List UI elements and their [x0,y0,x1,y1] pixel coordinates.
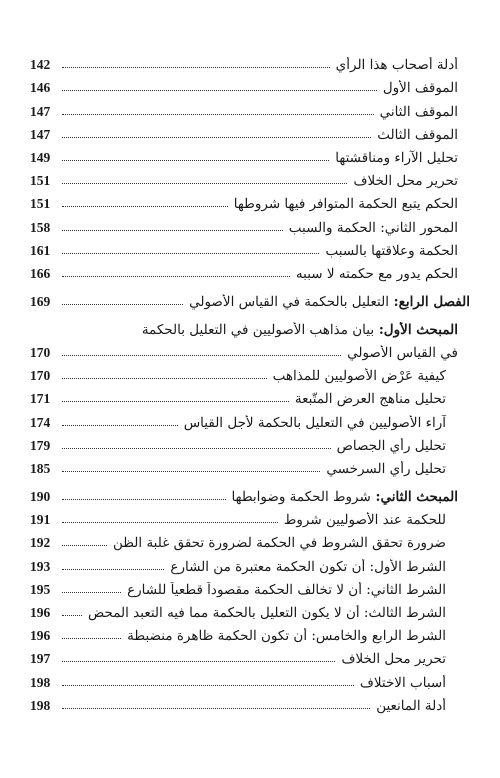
dot-leader [62,471,320,472]
toc-entry-text: تحليل رأي الجصاص [336,437,446,454]
dot-leader [62,448,331,449]
dot-leader [62,253,319,254]
toc-entry [30,407,470,430]
toc-entry [30,505,470,528]
dot-leader [62,425,178,426]
dot-leader [62,160,329,161]
dot-leader [62,708,370,709]
toc-entry-title [138,322,470,338]
toc-entry [30,259,470,282]
dot-leader [62,685,354,686]
toc-entry-text: الشرط الرابع والخامس: أن تكون الحكمة ظاهرة منضبطة [127,628,446,645]
toc-entry-title [166,559,470,575]
toc-entry-title [285,220,470,236]
dot-leader [62,355,341,356]
toc-entry [30,282,470,310]
dot-leader [62,615,82,616]
toc-entry-text: الشرط الأول: أن تكون الحكمة معتبرة من الشارع [170,558,446,575]
dot-leader [62,499,226,500]
toc-entry [30,667,470,690]
toc-entry-text: تحرير محل الخلاف [341,651,446,668]
toc-entry [30,477,470,505]
toc-entry-text: كيفية عَرْض الأصوليين للمذاهب [272,368,446,385]
toc-entry-title [372,698,470,714]
toc-page-number: 170 [30,345,51,361]
toc-entry [30,73,470,96]
toc-page-number: 169 [30,293,51,309]
dot-leader [62,661,335,662]
toc-entry-title [379,80,470,96]
toc-page-number: 174 [30,414,51,430]
toc-entry [30,691,470,714]
toc-entry-text: تحليل رأي السرخسي [326,461,446,477]
toc-entry-title [109,535,470,551]
toc-page-number: 166 [30,265,51,281]
toc-entry [30,598,470,621]
toc-page-number: 142 [30,57,51,73]
toc-entry-text: أدلة أصحاب هذا الرأي [335,57,458,74]
toc-entry-title [123,628,470,644]
toc-entry-text: الموقف الثاني [379,103,458,120]
dot-leader [62,638,121,639]
toc-page-number: 197 [30,651,51,667]
toc-entry-title [228,489,470,505]
toc-entry-text: الشرط الثاني: أن لا تخالف الحكمة مقصوداً قطعياً للشارع [127,581,446,598]
toc-entry [30,528,470,551]
dot-leader [62,206,228,207]
toc-entry-heading-label: المبحث الثاني: [370,489,458,505]
toc-page-number: 198 [30,674,51,690]
toc-page-number: 149 [30,149,51,165]
toc-entry-text: التعليل بالحكمة في القياس الأصولي [189,293,389,310]
toc-entry-text: في القياس الأصولي [347,345,458,362]
toc-page-number: 151 [30,196,51,212]
toc-entry-text: تحرير محل الخلاف [353,173,458,190]
toc-entry [30,621,470,644]
dot-leader [62,378,267,379]
toc-entry-text: المحور الثاني: الحكمة والسبب [288,219,458,236]
toc-entry-text: شروط الحكمة وضوابطها [231,489,371,505]
toc-entry-text: تحليل الآراء ومناقشتها [335,149,458,166]
toc-page-number: 147 [30,126,51,142]
toc-entry-title [322,461,470,477]
toc-entry-title [269,368,470,384]
toc-entry-text: الحكمة وعلاقتها بالسبب [325,242,458,259]
toc-entry [30,143,470,166]
dot-leader [62,569,164,570]
toc-entry-heading-label: المبحث الأول: [374,321,458,338]
toc-page-number: 193 [30,558,51,574]
toc-page-number: 196 [30,604,51,620]
toc-entry-title [373,127,470,143]
toc-entry [30,361,470,384]
toc-page-number: 151 [30,173,51,189]
toc-page-number: 192 [30,535,51,551]
toc-entry [30,384,470,407]
dot-leader [62,592,121,593]
toc-entry-text: بيان مذاهب الأصوليين في التعليل بالحكمة [141,321,375,338]
toc-entry-title [343,345,470,361]
toc-entry-text: الحكم يتبع الحكمة المتوافر فيها شروطها [233,196,458,213]
toc-entry-title [349,173,470,189]
dot-leader [62,137,371,138]
toc-entry-title [185,294,470,310]
toc-entry [30,189,470,212]
toc-page-number: 170 [30,368,51,384]
toc-entry-heading-label: الفصل الرابع: [388,293,470,310]
table-of-contents [30,50,470,714]
toc-page-number: 198 [30,697,51,713]
toc-page-number: 158 [30,219,51,235]
toc-page-number: 146 [30,80,51,96]
dot-leader [62,183,347,184]
toc-page-number: 179 [30,437,51,453]
dot-leader [62,304,183,305]
toc-entry-title [337,651,470,667]
dot-leader [62,276,290,277]
toc-entry-title [331,150,470,166]
toc-entry [30,96,470,119]
toc-page-number: 147 [30,103,51,119]
toc-entry-title [291,391,470,407]
toc-entry-title [230,196,470,212]
toc-entry-title [180,415,470,431]
dot-leader [62,90,377,91]
dot-leader [62,67,330,68]
toc-entry-title [280,512,470,528]
toc-entry-text: الحكم يدور مع حكمته لا سببه [295,265,458,282]
dot-leader [62,545,107,546]
toc-page-number: 196 [30,628,51,644]
toc-page-number: 171 [30,391,51,407]
toc-entry [30,431,470,454]
dot-leader [62,401,289,402]
toc-page-number: 190 [30,489,51,504]
toc-entry [30,212,470,235]
toc-entry-text: أسباب الاختلاف [359,674,446,691]
toc-entry-text: تحليل مناهج العرض المتّبعة [294,391,446,408]
toc-entry [30,644,470,667]
toc-entry-title [292,266,470,282]
toc-entry-text: ضرورة تحقق الشروط في الحكمة لضرورة تحقق غلبة الظن [112,535,446,552]
toc-entry-title [321,243,470,259]
toc-entry [30,166,470,189]
toc-entry [30,310,470,338]
toc-entry-text: للحكمة عند الأصوليين شروط [283,512,446,529]
toc-entry [30,551,470,574]
toc-entry-text: آراء الأصوليين في التعليل بالحكمة لأجل القياس [183,414,446,431]
toc-entry [30,338,470,361]
toc-entry [30,236,470,259]
toc-entry-title [123,582,470,598]
toc-entry-title [333,438,470,454]
dot-leader [62,522,278,523]
toc-entry-title [332,57,470,73]
toc-page-number: 195 [30,581,51,597]
toc-page-number: 161 [30,242,51,258]
toc-entry-title [376,104,470,120]
toc-entry-title [356,675,470,691]
toc-entry-text: أدلة المانعين [376,697,446,714]
toc-entry [30,50,470,73]
dot-leader [62,230,283,231]
toc-entry [30,454,470,477]
toc-entry [30,120,470,143]
toc-entry-text: الموقف الأول [382,80,458,97]
toc-entry-text: الشرط الثالث: أن لا يكون التعليل بالحكمة مما فيه التعبد المحض [87,604,446,621]
toc-entry-text: الموقف الثالث [377,126,458,143]
dot-leader [62,114,374,115]
toc-page-number: 185 [30,461,51,476]
toc-page-number: 191 [30,512,51,528]
toc-entry [30,575,470,598]
toc-entry-title [84,605,470,621]
